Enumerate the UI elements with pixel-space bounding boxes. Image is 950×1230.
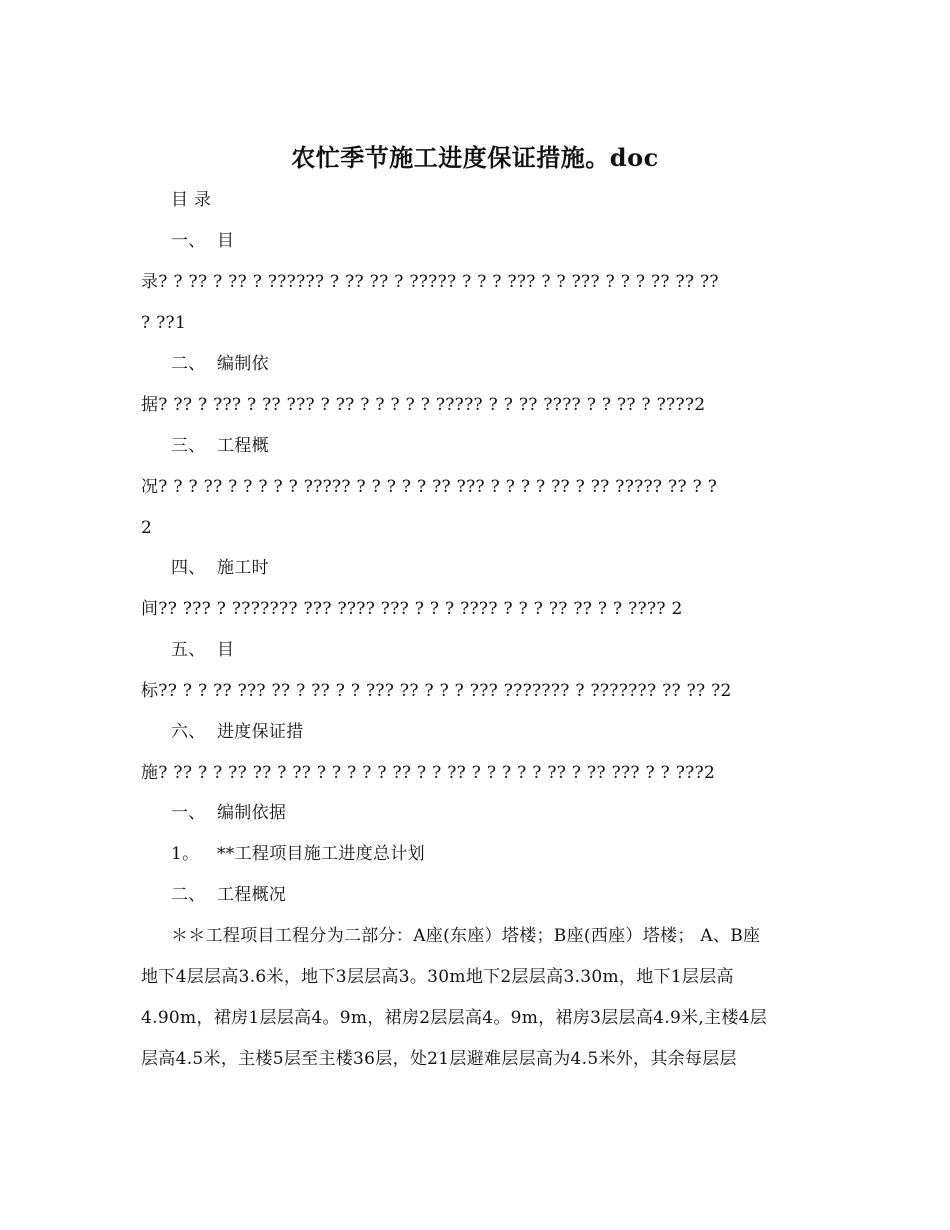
toc-entry-6-leader: 施? ?? ? ? ?? ?? ? ?? ? ? ? ? ? ?? ? ? ?? ? ? ? ? ? ?? ? ?? ??? ? ? ???2 [141, 763, 716, 783]
toc-entry-5 [171, 638, 851, 662]
toc-number: 三、 [171, 436, 206, 456]
toc-entry-3-page: 2 [141, 518, 153, 538]
list-number: 1。 [171, 844, 200, 864]
toc-entry-1-leader: 录? ? ?? ? ?? ? ?????? ? ?? ?? ? ????? ? ? ? ??? ? ? ??? ? ? ? ?? ?? ?? [141, 272, 719, 292]
toc-title: 编制依 [217, 354, 269, 374]
toc-number: 一、 [171, 231, 206, 251]
toc-entry-1-page: ? ??1 [141, 313, 187, 333]
toc-entry-6 [171, 720, 851, 744]
toc-entry-1 [171, 229, 851, 253]
toc-title: 目 [217, 640, 235, 660]
section-number: 二、 [171, 885, 206, 905]
section-heading-2 [171, 883, 851, 907]
document-title: 农忙季节施工进度保证措施。doc [291, 143, 659, 172]
toc-entry-3 [171, 434, 851, 458]
toc-heading: 目 录 [171, 190, 212, 210]
toc-number: 六、 [171, 722, 206, 742]
toc-number: 五、 [171, 640, 206, 660]
toc-entry-5-leader: 标?? ? ? ?? ??? ?? ? ?? ? ? ??? ?? ? ? ? ??? ??????? ? ??????? ?? ?? ?2 [141, 681, 732, 701]
toc-entry-4 [171, 556, 851, 580]
toc-entry-3-leader: 况? ? ? ?? ? ? ? ? ? ????? ? ? ? ? ? ?? ??? ? ? ? ? ?? ? ?? ????? ?? ? ? [141, 477, 718, 497]
paragraph-line-1: ＊＊工程项目工程分为二部分：A座(东座）塔楼；B座(西座）塔楼； A、B座 [171, 926, 761, 946]
list-item-1 [171, 842, 851, 866]
section-number: 一、 [171, 803, 206, 823]
toc-number: 二、 [171, 354, 206, 374]
toc-number: 四、 [171, 558, 206, 578]
toc-title: 进度保证措 [217, 722, 304, 742]
paragraph-line-3: 4.90m，裙房1层层高4。9m，裙房2层层高4。9m，裙房3层层高4.9米,主楼4层 [141, 1008, 768, 1028]
toc-entry-2 [171, 352, 851, 376]
paragraph-line-2: 地下4层层高3.6米，地下3层层高3。30m地下2层层高3.30m，地下1层层高 [141, 967, 734, 987]
toc-entry-2-leader: 据? ?? ? ??? ? ?? ??? ? ?? ? ? ? ? ? ????? ? ? ?? ???? ? ? ?? ? ????2 [141, 395, 706, 415]
list-text: **工程项目施工进度总计划 [217, 844, 425, 864]
toc-title: 施工时 [217, 558, 269, 578]
section-title: 工程概况 [217, 885, 287, 905]
paragraph-line-4: 层高4.5米，主楼5层至主楼36层，处21层避难层层高为4.5米外，其余每层层 [141, 1049, 737, 1069]
section-heading-1 [171, 801, 851, 825]
section-title: 编制依据 [217, 803, 287, 823]
toc-title: 工程概 [217, 436, 269, 456]
toc-title: 目 [217, 231, 235, 251]
toc-entry-4-leader: 间?? ??? ? ??????? ??? ???? ??? ? ? ? ???? ? ? ? ?? ?? ? ? ???? 2 [141, 599, 683, 619]
